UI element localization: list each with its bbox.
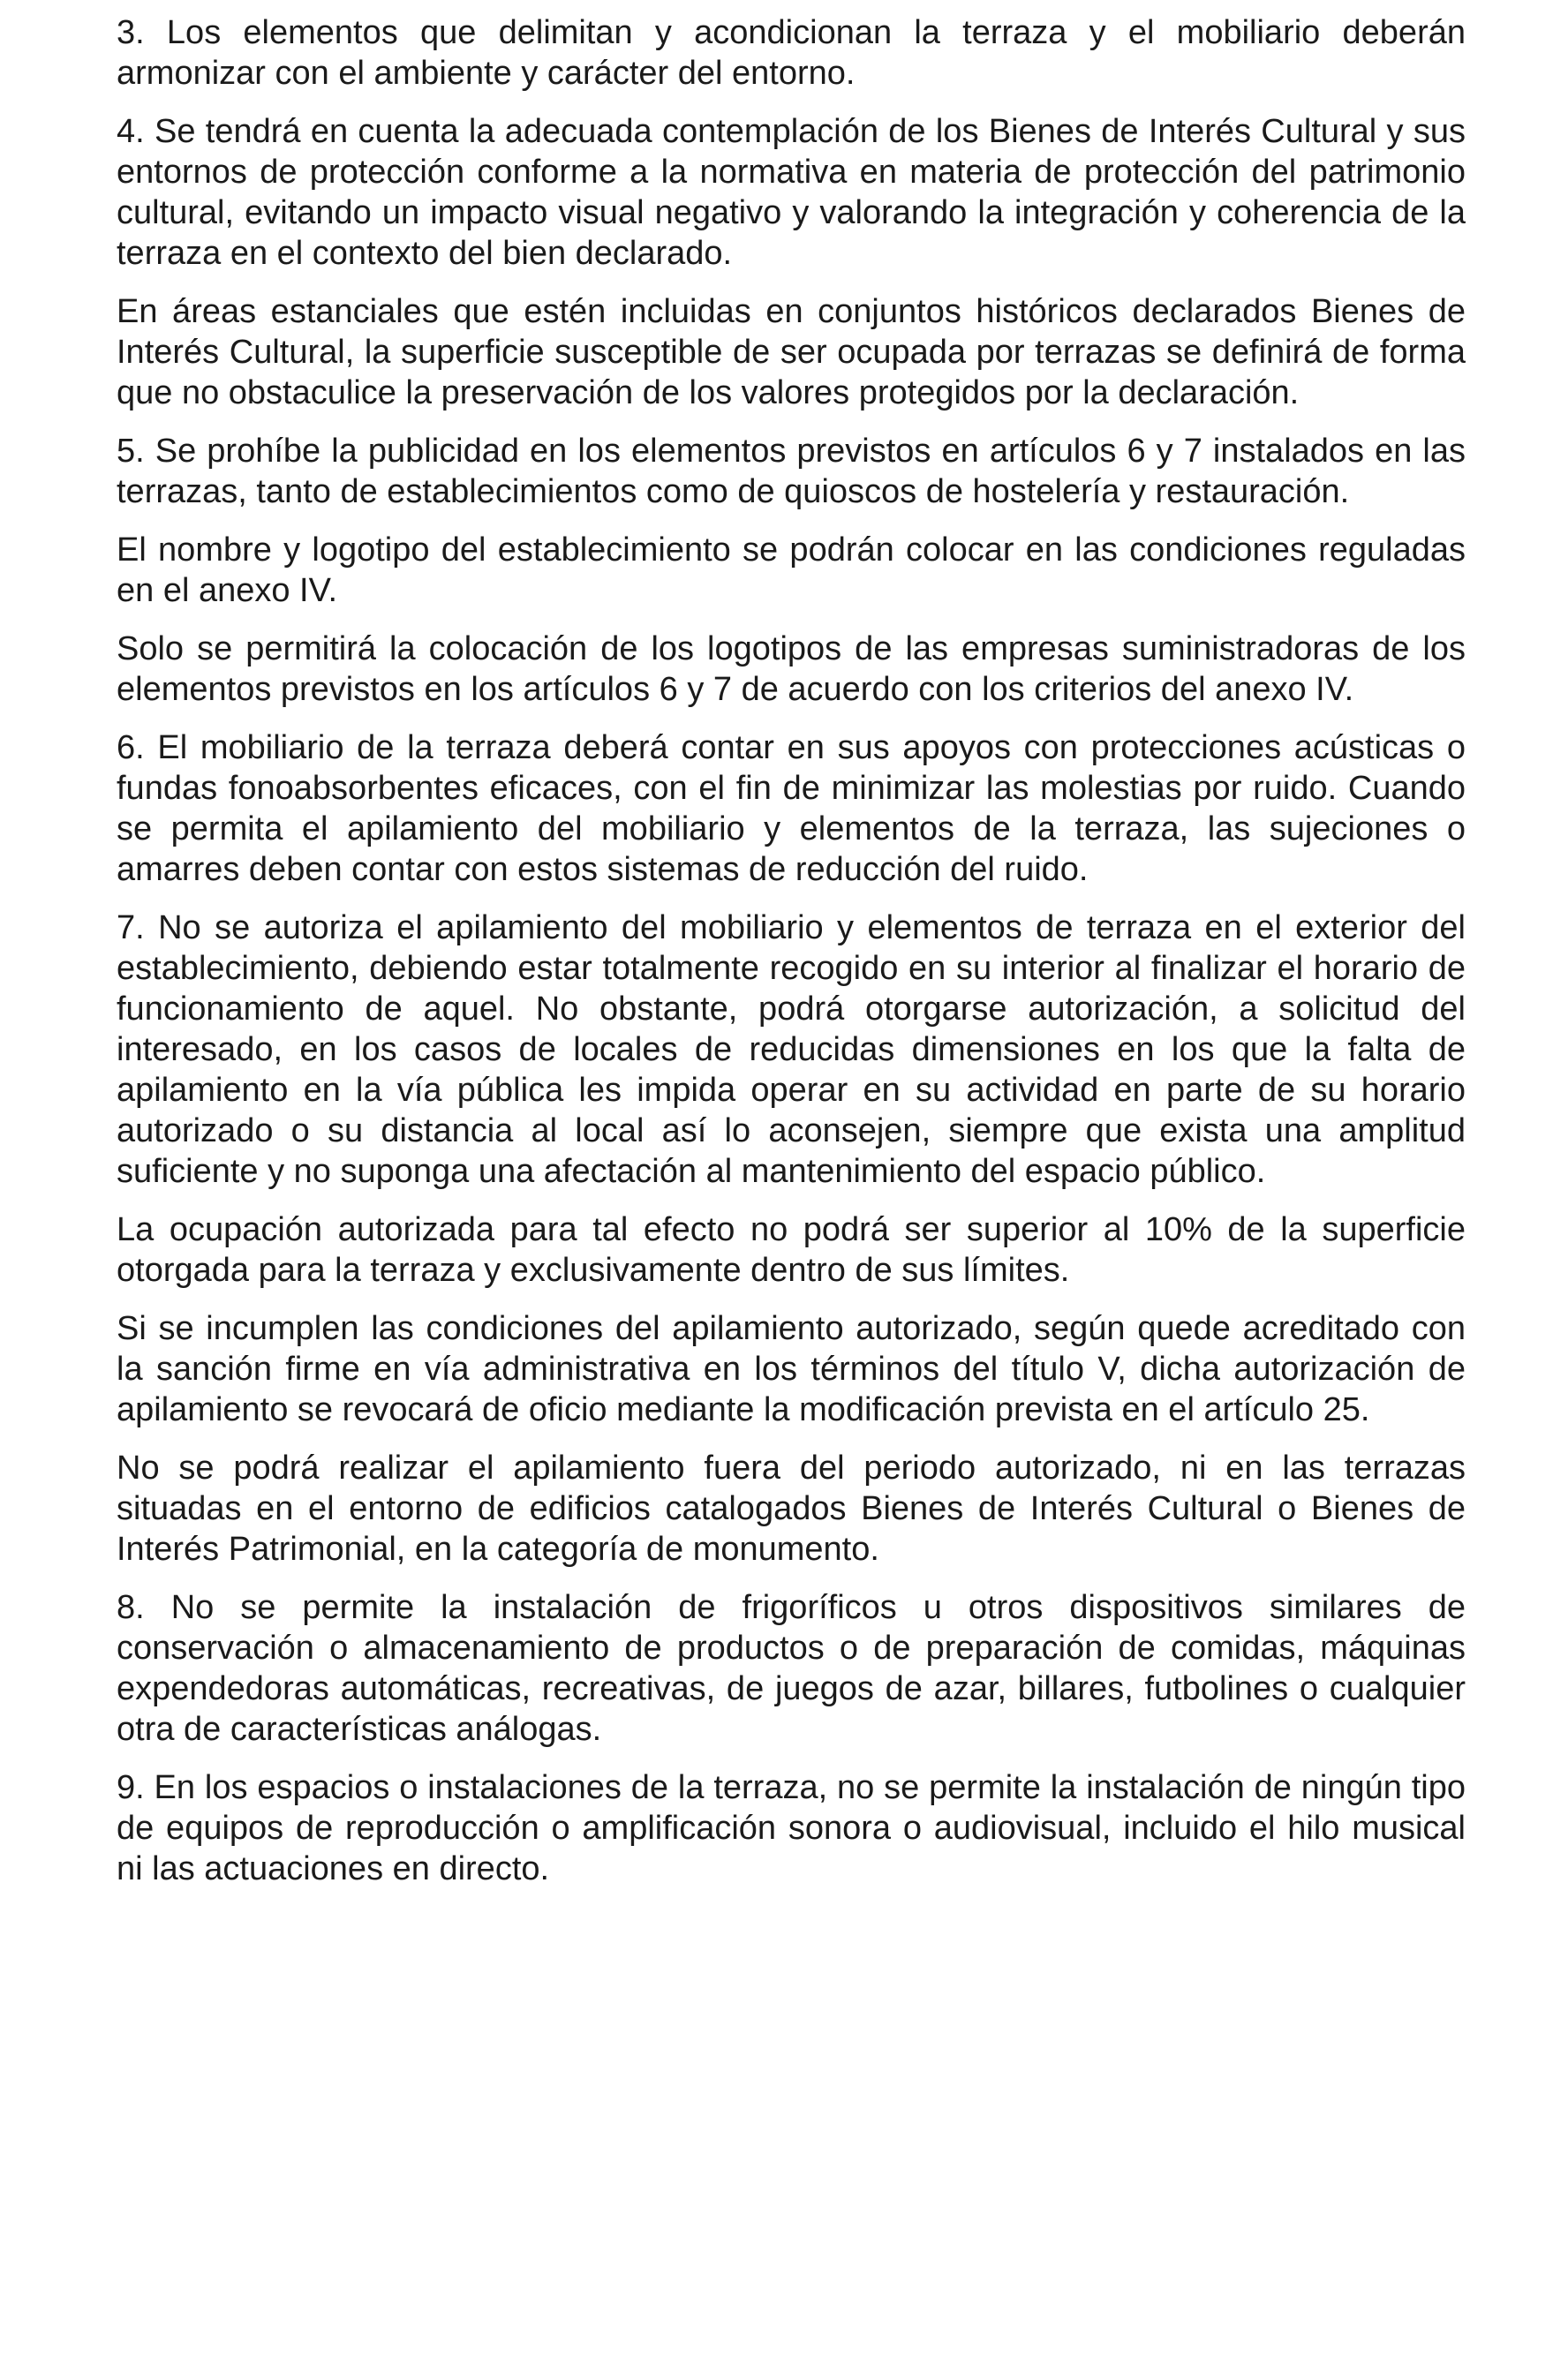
paragraph-5-logotipo: El nombre y logotipo del establecimiento se podrán colocar en las condiciones reguladas en el anexo IV. (117, 531, 1466, 609)
paragraph-7-incumplimiento: Si se incumplen las condiciones del apilamiento autorizado, según quede acreditado con la sanción firme en vía administrativa en los términos del título V, dicha autorización de apilamiento se revocará de oficio mediante la modificación prevista en el artículo 25. (117, 1310, 1466, 1428)
paragraph-5-suministradoras: Solo se permitirá la colocación de los logotipos de las empresas suministradoras de los elementos previstos en los artículos 6 y 7 de acuerdo con los criterios del anexo IV. (117, 630, 1466, 708)
paragraph-6: 6. El mobiliario de la terraza deberá contar en sus apoyos con protecciones acústicas o fundas fonoabsorbentes eficaces, con el fin de minimizar las molestias por ruido. Cuando se permita el apilamiento del mobiliario y elementos de la terraza, las sujeciones o amarres deben contar con estos sistemas de reducción del ruido. (117, 729, 1466, 888)
paragraph-3: 3. Los elementos que delimitan y acondicionan la terraza y el mobiliario deberán armonizar con el ambiente y carácter del entorno. (117, 14, 1466, 92)
paragraph-7-ocupacion: La ocupación autorizada para tal efecto no podrá ser superior al 10% de la superficie otorgada para la terraza y exclusivamente dentro de sus límites. (117, 1211, 1466, 1289)
document-page (117, 12, 1466, 1907)
paragraph-5: 5. Se prohíbe la publicidad en los elementos previstos en artículos 6 y 7 instalados en las terrazas, tanto de establecimientos como de quioscos de hostelería y restauración. (117, 433, 1466, 510)
paragraph-8: 8. No se permite la instalación de frigoríficos u otros dispositivos similares de conservación o almacenamiento de productos o de preparación de comidas, máquinas expendedoras automáticas, recreativas, de juegos de azar, billares, futbolines o cualquier otra de características análogas. (117, 1589, 1466, 1748)
paragraph-9: 9. En los espacios o instalaciones de la terraza, no se permite la instalación de ningún tipo de equipos de reproducción o amplificación sonora o audiovisual, incluido el hilo musical ni las actuaciones en directo. (117, 1769, 1466, 1887)
paragraph-4-estanciales: En áreas estanciales que estén incluidas en conjuntos históricos declarados Bienes de Interés Cultural, la superficie susceptible de ser ocupada por terrazas se definirá de forma que no obstaculice la preservación de los valores protegidos por la declaración. (117, 293, 1466, 411)
paragraph-7-periodo: No se podrá realizar el apilamiento fuera del periodo autorizado, ni en las terrazas situadas en el entorno de edificios catalogados Bienes de Interés Cultural o Bienes de Interés Patrimonial, en la categoría de monumento. (117, 1450, 1466, 1568)
paragraph-7: 7. No se autoriza el apilamiento del mobiliario y elementos de terraza en el exterior del establecimiento, debiendo estar totalmente recogido en su interior al finalizar el horario de funcionamiento de aquel. No obstante, podrá otorgarse autorización, a solicitud del interesado, en los casos de locales de reducidas dimensiones en los que la falta de apilamiento en la vía pública les impida operar en su actividad en parte de su horario autorizado o su distancia al local así lo aconsejen, siempre que exista una amplitud suficiente y no suponga una afectación al mantenimiento del espacio público. (117, 909, 1466, 1190)
paragraph-4: 4. Se tendrá en cuenta la adecuada contemplación de los Bienes de Interés Cultural y sus entornos de protección conforme a la normativa en materia de protección del patrimonio cultural, evitando un impacto visual negativo y valorando la integración y coherencia de la terraza en el contexto del bien declarado. (117, 113, 1466, 272)
